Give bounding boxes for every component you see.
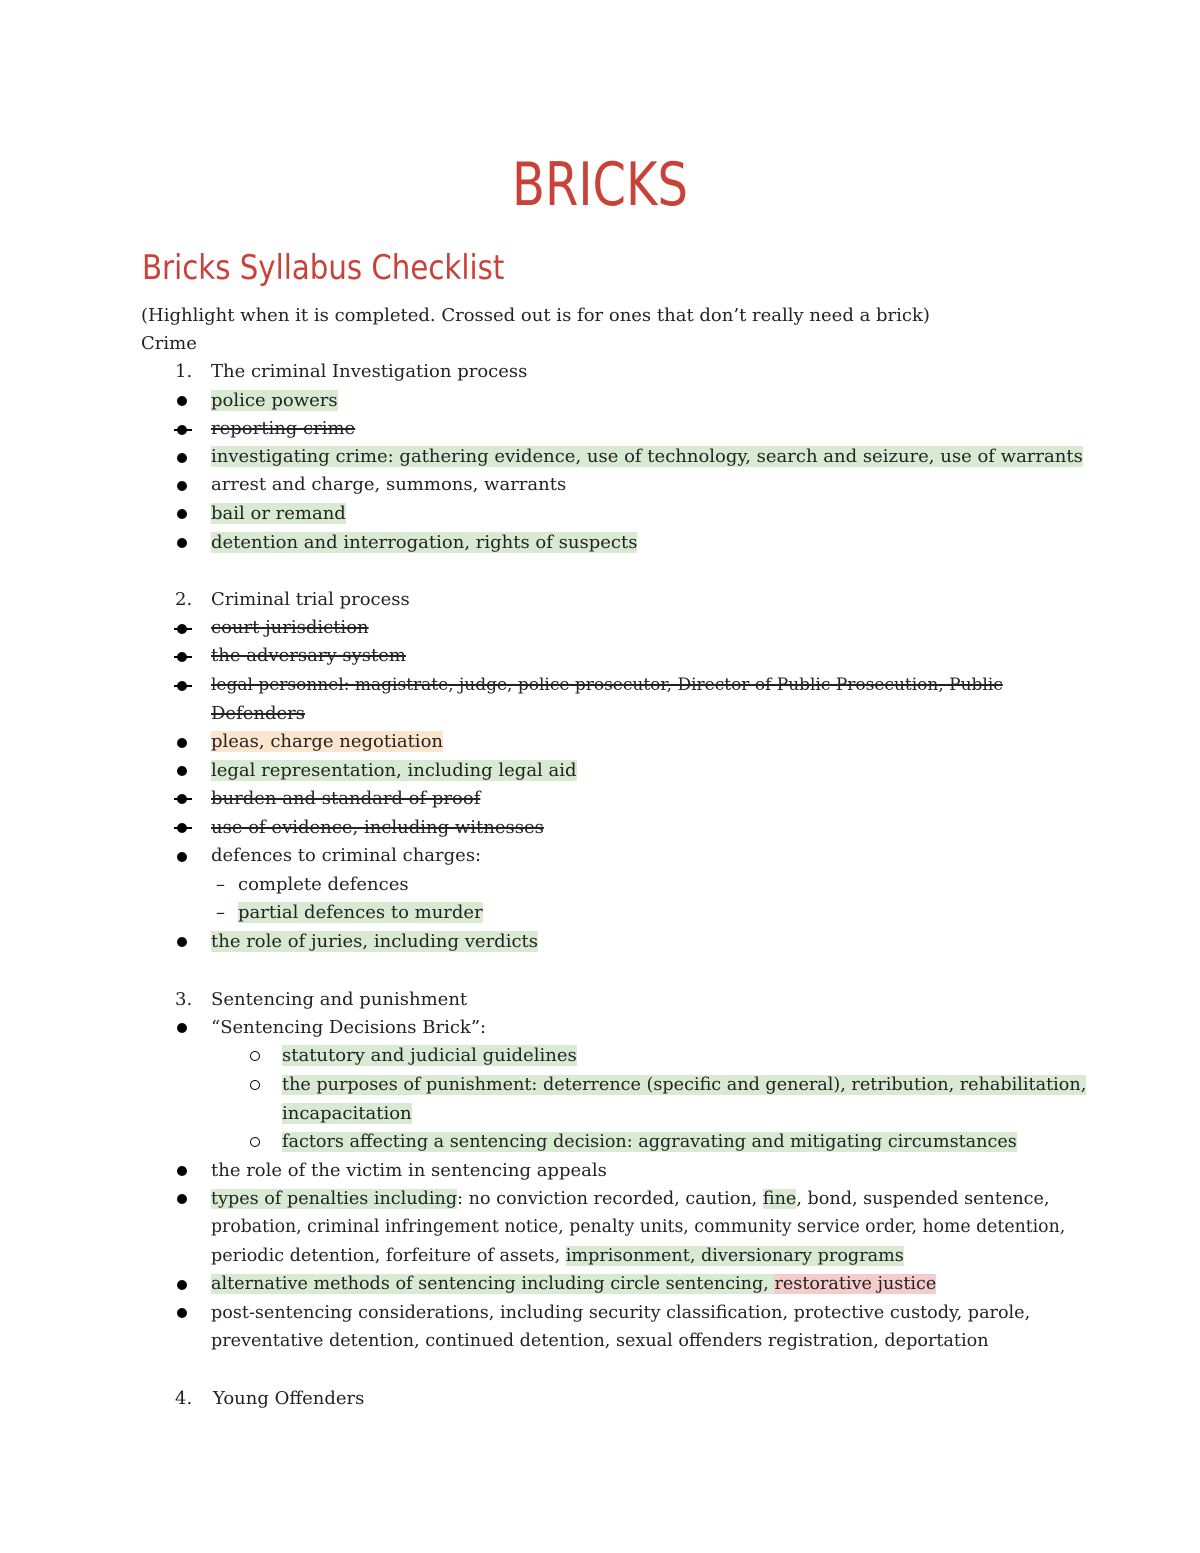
highlight-segment: types of penalties including bbox=[211, 1189, 458, 1209]
list-item: investigating crime: gathering evidence, use of technology, search and seizure, use of warrants bbox=[211, 446, 1083, 467]
topic-heading: Criminal trial process bbox=[211, 589, 410, 610]
dash-icon: – bbox=[216, 874, 225, 895]
bullet-icon bbox=[177, 396, 187, 406]
list-item-continued bbox=[211, 1242, 904, 1270]
bullet-icon bbox=[177, 1194, 187, 1204]
topic-heading: Sentencing and punishment bbox=[211, 989, 468, 1010]
list-item-crossed: use of evidence, including witnesses bbox=[211, 817, 544, 838]
bullet-icon bbox=[177, 538, 187, 548]
bullet-icon bbox=[177, 766, 187, 776]
list-item-crossed: legal personnel: magistrate, judge, police prosecutor, Director of Public Prosecution, Public bbox=[211, 675, 1003, 695]
list-item: pleas, charge negotiation bbox=[211, 731, 443, 752]
list-item: post-sentencing considerations, including security classification, protective custody, parole, bbox=[211, 1303, 1031, 1323]
text-segment: periodic detention, forfeiture of assets, bbox=[211, 1246, 566, 1266]
list-item-crossed: reporting crime bbox=[211, 418, 356, 439]
topic-number: 2. bbox=[175, 589, 193, 610]
circle-list-item: statutory and judicial guidelines bbox=[282, 1045, 577, 1066]
list-item bbox=[211, 1270, 936, 1298]
strike-line bbox=[174, 429, 192, 431]
list-item bbox=[211, 1185, 1050, 1213]
list-item-crossed: court jurisdiction bbox=[211, 617, 369, 638]
circle-bullet-icon bbox=[250, 1080, 260, 1090]
highlight-segment-red: restorative justice bbox=[774, 1274, 937, 1294]
list-item-continued: probation, criminal infringement notice, penalty units, community service order, home detention, bbox=[211, 1217, 1066, 1237]
list-item-continued: preventative detention, continued detention, sexual offenders registration, deportation bbox=[211, 1331, 989, 1351]
list-item: bail or remand bbox=[211, 503, 346, 524]
bullet-icon bbox=[177, 509, 187, 519]
list-item: legal representation, including legal aid bbox=[211, 760, 577, 781]
list-item: arrest and charge, summons, warrants bbox=[211, 474, 567, 495]
topic-heading: Young Offenders bbox=[213, 1388, 365, 1409]
topic-number: 4. bbox=[175, 1388, 193, 1409]
section-heading: Crime bbox=[141, 333, 197, 354]
topic-number: 3. bbox=[175, 989, 193, 1010]
list-item: “Sentencing Decisions Brick”: bbox=[211, 1017, 487, 1038]
sub-list-item: complete defences bbox=[238, 874, 409, 895]
highlight-segment: alternative methods of sentencing including circle sentencing, bbox=[211, 1274, 775, 1294]
sub-list-item: partial defences to murder bbox=[238, 902, 483, 923]
list-item-crossed: burden and standard of proof bbox=[211, 788, 481, 809]
text-segment: , bond, suspended sentence, bbox=[796, 1189, 1050, 1209]
list-item-crossed: the adversary system bbox=[211, 645, 406, 666]
list-item: the role of juries, including verdicts bbox=[211, 931, 539, 952]
circle-bullet-icon bbox=[250, 1051, 260, 1061]
highlight-segment: fine bbox=[762, 1189, 797, 1209]
circle-list-item: factors affecting a sentencing decision: aggravating and mitigating circumstances bbox=[282, 1132, 1017, 1152]
circle-list-item: the purposes of punishment: deterrence (specific and general), retribution, rehabilitation, bbox=[282, 1075, 1087, 1095]
bullet-icon bbox=[177, 852, 187, 862]
bullet-icon bbox=[177, 1308, 187, 1318]
dash-icon: – bbox=[216, 902, 225, 923]
strike-line bbox=[174, 656, 192, 658]
document-title: BRICKS bbox=[512, 150, 688, 220]
topic-heading: The criminal Investigation process bbox=[211, 361, 528, 382]
bullet-icon bbox=[177, 1023, 187, 1033]
topic-number: 1. bbox=[175, 361, 193, 382]
bullet-icon bbox=[177, 1166, 187, 1176]
list-item: the role of the victim in sentencing appeals bbox=[211, 1160, 607, 1181]
strike-line bbox=[174, 685, 192, 687]
intro-text: (Highlight when it is completed. Crossed out is for ones that don’t really need a brick) bbox=[141, 305, 930, 326]
bullet-icon bbox=[177, 738, 187, 748]
list-item: detention and interrogation, rights of suspects bbox=[211, 532, 638, 553]
list-item-crossed-continued: Defenders bbox=[211, 703, 306, 724]
bullet-icon bbox=[177, 937, 187, 947]
list-item: defences to criminal charges: bbox=[211, 845, 482, 866]
circle-bullet-icon bbox=[250, 1137, 260, 1147]
document-subtitle: Bricks Syllabus Checklist bbox=[142, 248, 505, 288]
bullet-icon bbox=[177, 453, 187, 463]
highlight-segment: imprisonment, diversionary programs bbox=[565, 1246, 904, 1266]
bullet-icon bbox=[177, 1280, 187, 1290]
strike-line bbox=[174, 628, 192, 630]
text-segment: : no conviction recorded, caution, bbox=[457, 1189, 763, 1209]
circle-list-item-continued: incapacitation bbox=[282, 1103, 412, 1124]
bullet-icon bbox=[177, 481, 187, 491]
strike-line bbox=[174, 798, 192, 800]
strike-line bbox=[174, 827, 192, 829]
list-item: police powers bbox=[211, 390, 338, 411]
